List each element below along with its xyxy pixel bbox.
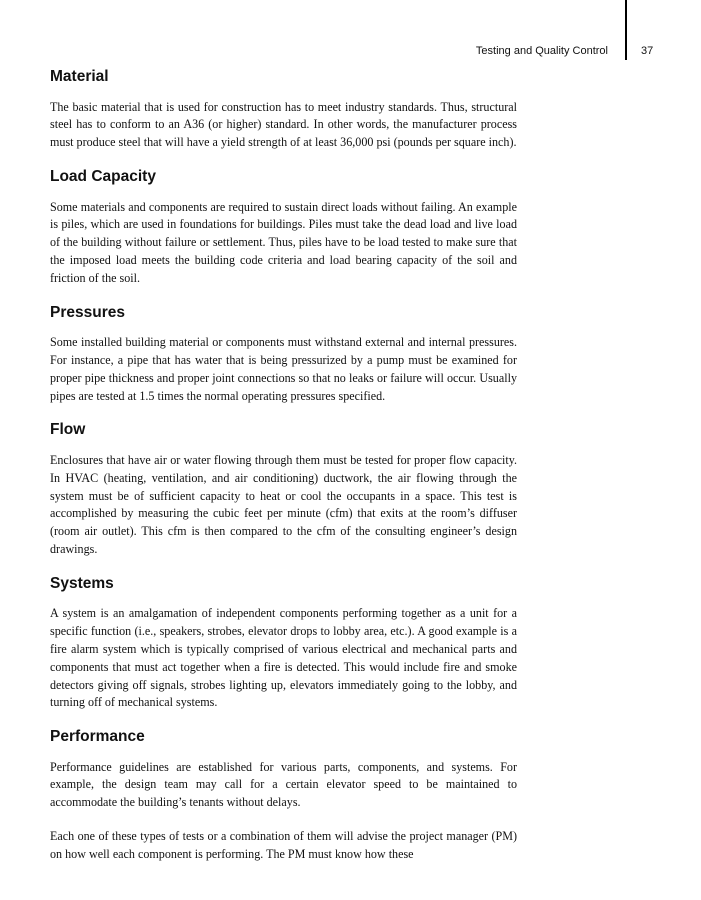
section-body: Enclosures that have air or water flowing through them must be tested for proper flow capacity. In HVAC (heating, ventilation, and air conditioning) ductwork, the air flowing through the system must be of sufficient capacity to heat or cool the occupants in a space. This test is accomplished by measuring the cubic feet per minute (cfm) that exits at the room’s diffuser (room air outlet). This cfm is then compared to the cfm of the consulting engineer’s design drawings. xyxy=(50,452,517,556)
page-number: 37 xyxy=(641,45,654,57)
section-heading: Pressures xyxy=(50,303,125,321)
section-pressures xyxy=(50,304,517,406)
section-material xyxy=(50,68,517,152)
running-head: Testing and Quality Control xyxy=(475,45,608,57)
section-flow xyxy=(50,421,517,558)
section-heading: Material xyxy=(50,68,109,85)
section-body: Performance guidelines are established for various parts, components, and systems. For example, the design team may call for a certain elevator speed to be maintained to accommodate the building’s tenants without delays. xyxy=(50,759,517,810)
section-body: The basic material that is used for construction has to meet industry standards. Thus, structural steel has to conform to an A36 (or higher) standard. In other words, the manufacturer process must produce steel that will have a yield strength of at least 36,000 psi (pounds per square inch). xyxy=(50,99,517,150)
section-body: Some materials and components are required to sustain direct loads without failing. An example is piles, which are used in foundations for buildings. Piles must take the dead load and live load of the building without failure or settlement. Thus, piles have to be load tested to make sure that the imposed load meets the building code criteria and load bearing capacity of the soil and friction of the soil. xyxy=(50,199,517,285)
section-load-capacity xyxy=(50,168,517,288)
section-body: Some installed building material or components must withstand external and internal pressures. For instance, a pipe that has water that is being pressurized by a pump must be examined for proper pipe thickness and proper joint connections so that no leaks or failure will occur. Usually pipes are tested at 1.5 times the normal operating pressures specified. xyxy=(50,335,517,403)
closing-paragraph: Each one of these types of tests or a combination of them will advise the project manager (PM) on how well each component is performing. The PM must know how these xyxy=(50,829,517,861)
section-heading: Flow xyxy=(50,421,86,439)
section-heading: Systems xyxy=(50,574,114,592)
section-body: A system is an amalgamation of independent components performing together as a unit for a specific function (i.e., speakers, strobes, elevator drops to lobby area, etc.). A good example is a fire alarm system which is typically comprised of various electrical and mechanical parts and components that must act together when a fire is detected. This would include fire and smoke detectors giving off signals, strobes lighting up, elevators immediately going to the lobby, and turning off of mechanical systems. xyxy=(50,606,517,710)
section-heading: Load Capacity xyxy=(50,167,156,185)
section-systems xyxy=(50,575,517,712)
section-heading: Performance xyxy=(50,728,145,746)
page-content xyxy=(50,68,517,864)
header-rule xyxy=(625,0,627,60)
section-performance xyxy=(50,728,517,812)
